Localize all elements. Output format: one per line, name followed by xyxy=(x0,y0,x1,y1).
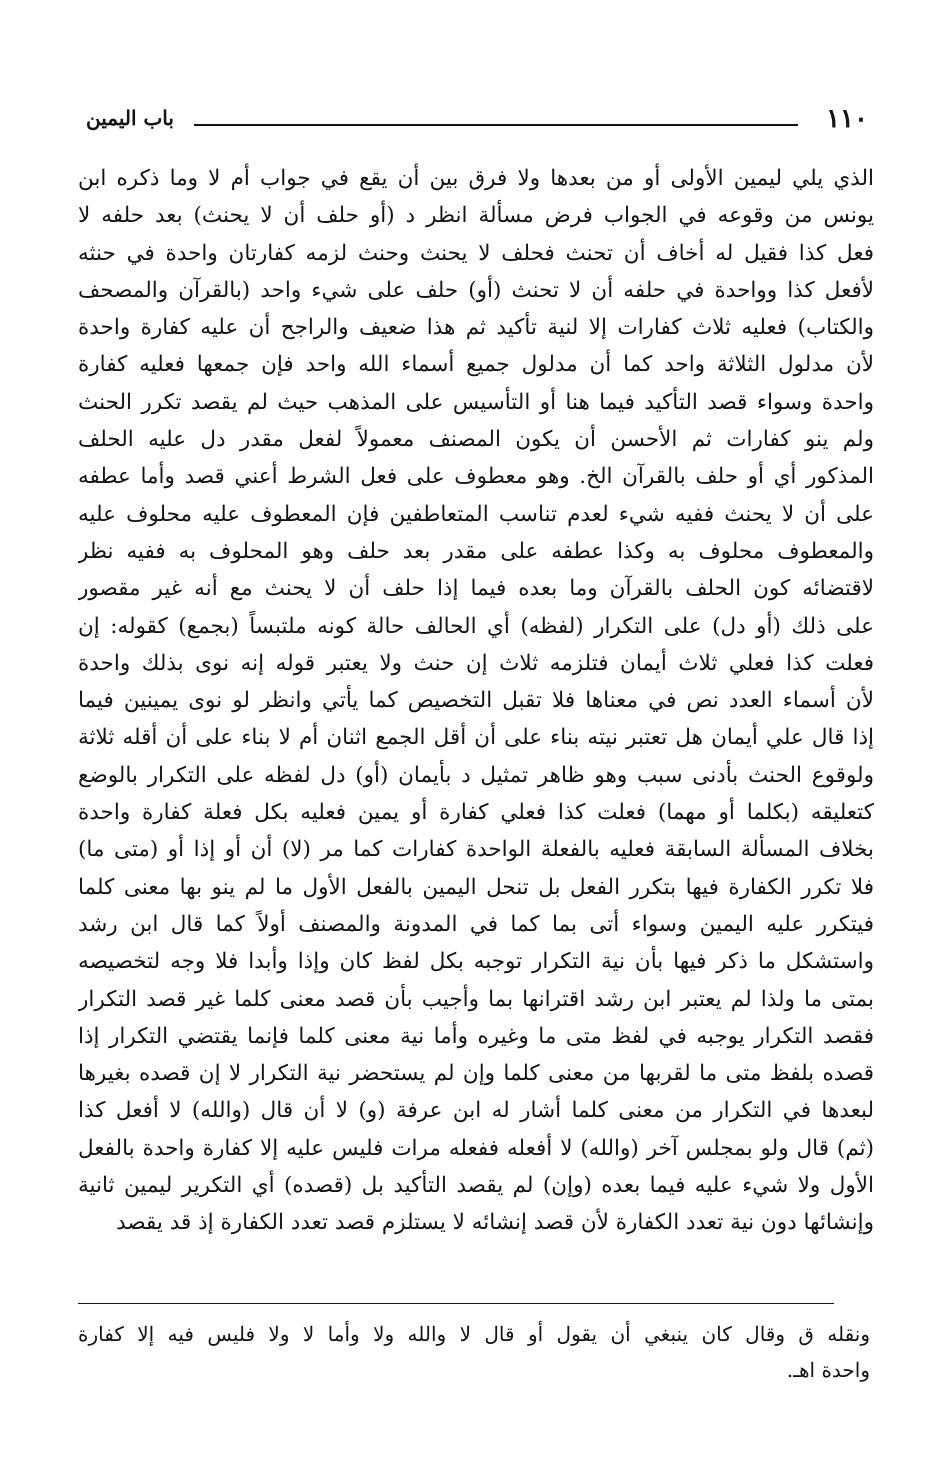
text-line: المذكور أي أو حلف بالقرآن الخ. وهو معطوف على فعل الشرط أعني قصد وأما عطفه xyxy=(78,464,874,490)
text-line: فعلت كذا فعلي ثلاث أيمان فتلزمه ثلاث إن حنث ولا يعتبر قوله إنه نوى بذلك واحدة xyxy=(78,650,874,676)
text-line: فعل كذا فقيل له أخاف أن تحنث فحلف لا يحنث وحنث لزمه كفارتان واحدة في حنثه xyxy=(78,240,874,266)
text-line: قصده بلفظ متى ما لقربها من معنى كلما وإن لم يستحضر نية التكرار لا إن قصده بغيرها xyxy=(78,1061,874,1087)
text-line: بخلاف المسألة السابقة فعليه بالفعلة الواحدة كفارات كما مر (لا) أن أو إذا أو (متى ما) xyxy=(78,837,874,863)
text-line: على أن لا يحنث ففيه شيء لعدم تناسب المتعاطفين فإن المعطوف عليه محلوف عليه xyxy=(78,501,874,527)
footnote-line: واحدة اهـ. xyxy=(786,1358,870,1382)
text-line: لأفعل كذا وواحدة في حلفه أن لا تحنث (أو) حلف على شيء واحد (بالقرآن والمصحف xyxy=(78,277,874,303)
footnote-line: ونقله ق وقال كان ينبغي أن يقول أو قال لا والله ولا وأما لا ولا فليس فيه إلا كفارة xyxy=(78,1322,870,1346)
text-line: الأول ولا شيء عليه فيما بعده (وإن) لم يقصد التأكيد بل (قصده) أي التكرير ليمين ثانية xyxy=(78,1173,874,1199)
text-line: وإنشائها دون نية تعدد الكفارة لأن قصد إنشائه لا يستلزم قصد تعدد الكفارة إذ قد يقصد xyxy=(116,1210,874,1236)
text-line: فيتكرر عليه اليمين وسواء أتى بما كما في المدونة والمصنف أولاً كما قال ابن رشد xyxy=(78,911,874,937)
running-title: باب اليمين xyxy=(86,106,174,130)
text-line: كتعليقه (بكلما أو مهما) فعلت كذا فعلي كفارة أو يمين فعليه بكل فعلة كفارة واحدة xyxy=(78,800,874,826)
text-line: لأن أسماء العدد نص في معناها فلا تقبل التخصيص كما يأتي وانظر لو نوى يمينين فيما xyxy=(78,688,874,714)
text-line: فقصد التكرار يوجبه في لفظ متى ما وغيره وأما نية معنى كلما فإنما يقتضي التكرار إذا xyxy=(78,1023,874,1049)
text-line: إذا قال علي أيمان هل تعتبر نيته بناء على أن أقل الجمع اثنان أم لا بناء على أن أقله ثلاثة xyxy=(78,725,874,751)
main-text-block xyxy=(78,160,874,1242)
text-line: والكتاب) فعليه ثلاث كفارات إلا لنية تأكيد ثم هذا ضعيف والراجح أن عليه كفارة واحدة xyxy=(78,315,874,341)
page-header xyxy=(86,100,868,136)
page-number: ١١٠ xyxy=(826,104,868,134)
text-line: على ذلك (أو دل) على التكرار (لفظه) أي الحالف حالة كونه ملتبساً (بجمع) كقوله: إن xyxy=(78,613,874,639)
text-line: والمعطوف محلوف به وكذا عطفه على مقدر بعد حلف وهو المحلوف به ففيه نظر xyxy=(78,538,874,564)
text-line: الذي يلي ليمين الأولى أو من بعدها ولا فرق بين أن يقع في جواب أم لا وما ذكره ابن xyxy=(78,166,874,191)
text-line: واحدة وسواء قصد التأكيد فيما هنا أو التأسيس على المذهب حيث لم يقصد تكرر الحنث xyxy=(78,389,874,415)
text-line: لأن مدلول الثلاثة واحد كما أن مدلول جميع أسماء الله واحد فإن جمعها فعليه كفارة xyxy=(78,352,874,378)
text-line: ولم ينو كفارات ثم الأحسن أن يكون المصنف معمولاً لفعل مقدر دل عليه الحلف xyxy=(78,427,874,453)
header-rule xyxy=(194,124,798,126)
text-line: لاقتضائه كون الحلف بالقرآن وما بعده فيما إذا حلف أن لا يحنث مع أنه غير مقصور xyxy=(78,576,874,602)
text-line: واستشكل ما ذكر فيها بأن نية التكرار توجبه بكل لفظ كان وإذا وأبدا فلا وجه لتخصيصه xyxy=(78,949,874,975)
text-line: بمتى ما ولذا لم يعتبر ابن رشد اقترانها بما وأجيب بأن قصد معنى كلما غير قصد التكرار xyxy=(78,986,874,1012)
text-line: (ثم) قال ولو بمجلس آخر (والله) لا أفعله ففعله مرات فليس عليه إلا كفارة واحدة بالفعل xyxy=(78,1135,874,1161)
footnote-block xyxy=(78,1316,870,1388)
text-line: يونس من وقوعه في الجواب فرض مسألة انظر د (أو حلف أن لا يحنث) بعد حلفه لا xyxy=(78,203,874,229)
footnote-rule xyxy=(78,1303,834,1304)
text-line: فلا تكرر الكفارة فيها بتكرر الفعل بل تنحل اليمين بالفعل الأول ما لم ينو بها معنى كلما xyxy=(78,874,874,900)
text-line: لبعدها في التكرار من معنى كلما أشار له ابن عرفة (و) لا أن قال (والله) لا أفعل كذا xyxy=(78,1098,874,1124)
text-line: ولوقوع الحنث بأدنى سبب وهو ظاهر تمثيل د بأيمان (أو) دل لفظه على التكرار بالوضع xyxy=(78,762,874,788)
